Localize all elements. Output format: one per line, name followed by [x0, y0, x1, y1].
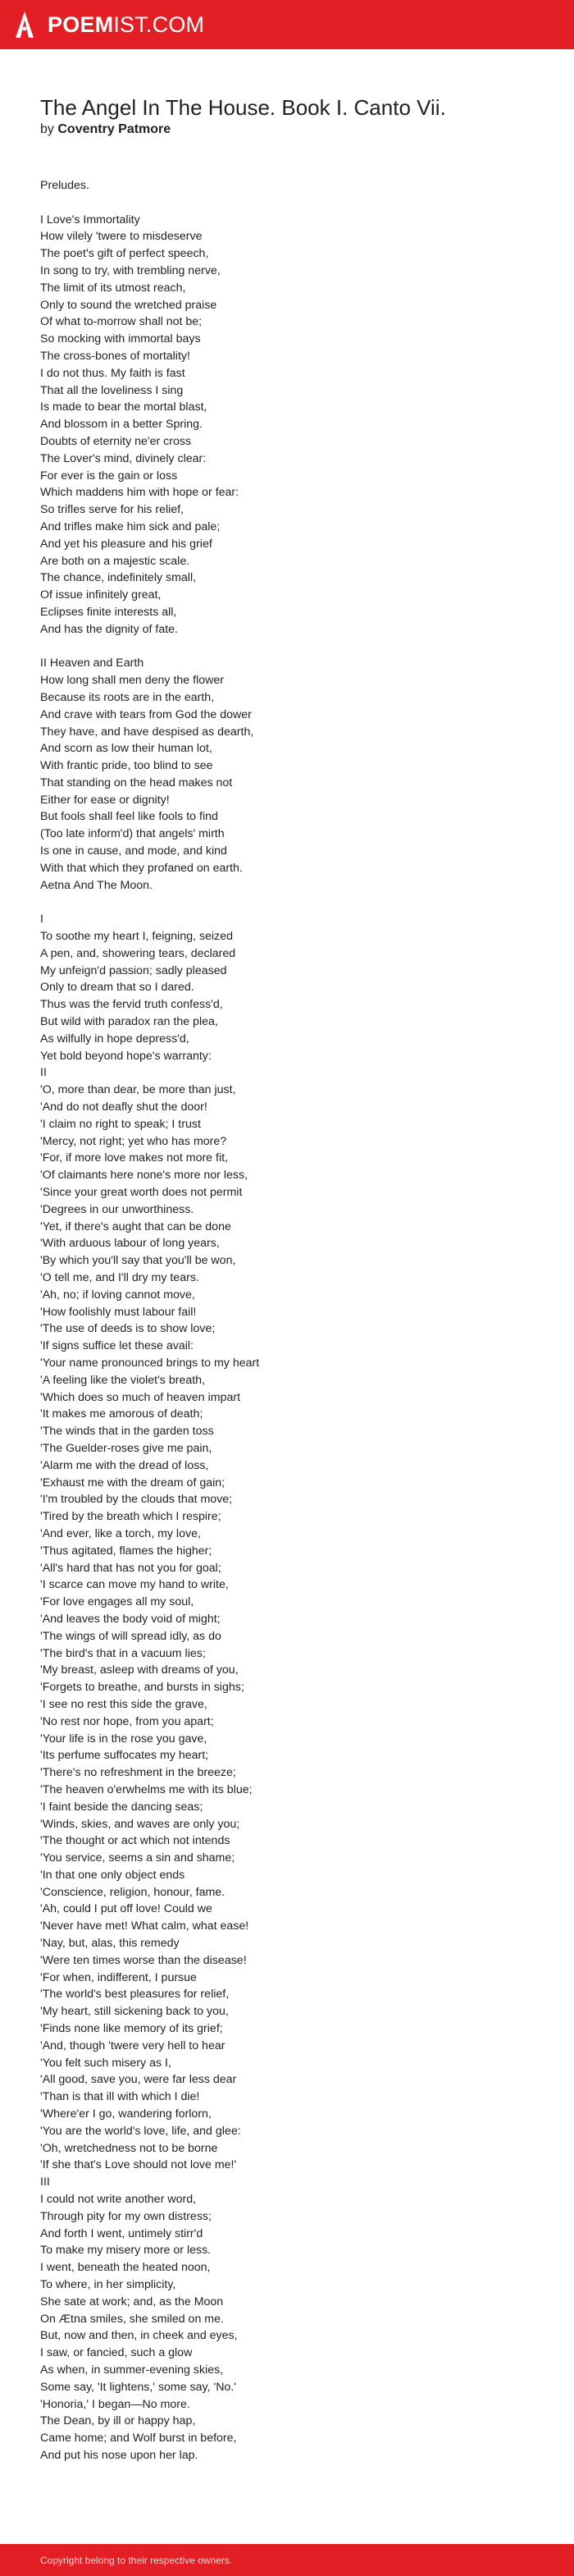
poem-line: How long shall men deny the flower	[40, 674, 224, 688]
poem-line: 'There's no refreshment in the breeze;	[40, 1766, 236, 1780]
poem-line: 'And, though 'twere very hell to hear	[40, 2038, 226, 2052]
poem-line: 'The bird's that in a vacuum lies;	[40, 1646, 206, 1660]
poem-line: The limit of its utmost reach,	[40, 281, 186, 295]
poem-line: 'Which does so much of heaven impart	[40, 1390, 241, 1404]
poem-line: 'I'm troubled by the clouds that move;	[40, 1493, 233, 1507]
poem-line: To where, in her simplicity,	[40, 2278, 176, 2292]
poem-line: With frantic pride, too blind to see	[40, 759, 213, 773]
poem-line: To soothe my heart I, feigning, seized	[40, 930, 234, 944]
poem-line: 'O, more than dear, be more than just,	[40, 1083, 236, 1097]
poem-line: III	[40, 2176, 50, 2189]
poem-line: The cross-bones of mortality!	[40, 349, 190, 363]
poem-line: Is made to bear the mortal blast,	[40, 400, 207, 414]
poem-line: 'Yet, if there's aught that can be done	[40, 1219, 231, 1233]
poem-line: I Love's Immortality	[40, 213, 140, 226]
pen-nib-icon	[15, 11, 34, 39]
poem-line: 'Oh, wretchedness not to be borne	[40, 2141, 218, 2155]
stanza	[40, 177, 549, 194]
poem-line: 'Than is that ill with which I die!	[40, 2090, 200, 2104]
poem-line: Either for ease or dignity!	[40, 793, 170, 807]
poem-line: 'Winds, skies, and waves are only you;	[40, 1817, 240, 1831]
poem-body	[40, 177, 549, 2464]
poem-line: 'Were ten times worse than the disease!	[40, 1953, 247, 1967]
poem-line: So trifles serve for his relief,	[40, 503, 184, 517]
poem-line: That all the loveliness I sing	[40, 383, 184, 397]
poem-line: Only to dream that so I dared.	[40, 981, 194, 995]
poem-line: She sate at work; and, as the Moon	[40, 2295, 224, 2308]
poem-line: 'Never have met! What calm, what ease!	[40, 1919, 249, 1933]
poem-line: 'Alarm me with the dread of loss,	[40, 1458, 209, 1472]
poem-line: 'How foolishly must labour fail!	[40, 1305, 197, 1319]
logo-bold-part: POEM	[48, 12, 114, 37]
poem-line: That standing on the head makes not	[40, 776, 233, 789]
poem-line: 'The wings of will spread idly, as do	[40, 1629, 221, 1643]
poem-line: 'O tell me, and I'll dry my tears.	[40, 1271, 199, 1284]
poem-line: 'Tired by the breath which I respire;	[40, 1510, 221, 1524]
poem-line: My unfeign'd passion; sadly pleased	[40, 963, 227, 977]
poem-line: Yet bold beyond hope's warranty:	[40, 1049, 212, 1063]
poem-line: Because its roots are in the earth,	[40, 690, 215, 704]
poem-line: 'You are the world's love, life, and glee:	[40, 2124, 241, 2138]
poem-line: But, now and then, in cheek and eyes,	[40, 2329, 238, 2343]
poem-line: 'And ever, like a torch, my love,	[40, 1526, 201, 1540]
poem-line: 'The heaven o'erwhelms me with its blue;	[40, 1782, 253, 1796]
poem-line: The Lover's mind, divinely clear:	[40, 451, 207, 465]
poem-line: 'Forgets to breathe, and bursts in sighs;	[40, 1681, 244, 1695]
poem-line: I	[40, 913, 43, 927]
poem-line: 'Ah, no; if loving cannot move,	[40, 1288, 195, 1302]
by-label: by	[40, 122, 54, 136]
poem-line: 'If signs suffice let these avail:	[40, 1339, 194, 1353]
poem-line: Are both on a majestic scale.	[40, 554, 190, 568]
poem-line: And blossom in a better Spring.	[40, 418, 203, 432]
poem-line: 'In that one only object ends	[40, 1868, 185, 1882]
poem-line: But wild with paradox ran the plea,	[40, 1015, 218, 1029]
poem-line: But fools shall feel like fools to find	[40, 810, 218, 824]
poem-line: The Dean, by ill or happy hap,	[40, 2414, 196, 2428]
poem-line: On Ætna smiles, she smiled on me.	[40, 2312, 224, 2326]
poem-line: 'Your name pronounced brings to my heart	[40, 1356, 260, 1370]
poem-line: I went, beneath the heated noon,	[40, 2261, 211, 2275]
poem-line: Is one in cause, and mode, and kind	[40, 844, 227, 858]
poem-line: Some say, 'It lightens,' some say, 'No.'	[40, 2380, 236, 2394]
poem-line: (Too late inform'd) that angels' mirth	[40, 827, 225, 841]
poem-line: And put his nose upon her lap.	[40, 2448, 198, 2462]
poem-line: Of what to-morrow shall not be;	[40, 315, 203, 329]
author-link[interactable]: Coventry Patmore	[57, 122, 171, 136]
poem-line: Came home; and Wolf burst in before,	[40, 2432, 237, 2446]
poem-line: 'And leaves the body void of might;	[40, 1612, 221, 1626]
poem-line: So mocking with immortal bays	[40, 332, 201, 346]
poem-line: Thus was the fervid truth confess'd,	[40, 998, 223, 1012]
stanza	[40, 911, 549, 2464]
poem-line: 'Nay, but, alas, this remedy	[40, 1937, 180, 1951]
poem-line: Through pity for my own distress;	[40, 2209, 212, 2223]
poem-byline	[40, 121, 171, 138]
poem-line: 'Of claimants here none's more nor less,	[40, 1169, 248, 1183]
poem-line: 'I see no rest this side the grave,	[40, 1697, 207, 1711]
poem-line: For ever is the gain or loss	[40, 469, 178, 483]
poem-line: 'For when, indifferent, I pursue	[40, 1970, 197, 1984]
poem-line: As when, in summer-evening skies,	[40, 2363, 224, 2377]
poem-line: 'The world's best pleasures for relief,	[40, 1988, 230, 2002]
poem-line: 'Conscience, religion, honour, fame.	[40, 1885, 226, 1899]
poem-line: 'I claim no right to speak; I trust	[40, 1117, 201, 1131]
poem-line: 'All good, save you, were far less dear	[40, 2073, 237, 2087]
poem-line: I saw, or fancied, such a glow	[40, 2346, 193, 2360]
poem-line: 'Your life is in the rose you gave,	[40, 1732, 207, 1746]
poem-line: 'My heart, still sickening back to you,	[40, 2005, 229, 2019]
poem-line: 'And do not deafly shut the door!	[40, 1100, 207, 1114]
poem-line: 'The thought or act which not intends	[40, 1834, 230, 1848]
poem-line: 'Mercy, not right; yet who has more?	[40, 1134, 227, 1148]
poem-line: 'You service, seems a sin and shame;	[40, 1851, 235, 1865]
stanza	[40, 212, 549, 638]
poem-line: 'The use of deeds is to show love;	[40, 1322, 216, 1336]
poem-line: Only to sound the wretched praise	[40, 298, 217, 312]
poem-line: Eclipses finite interests all,	[40, 605, 177, 619]
poem-line: And forth I went, untimely stirr'd	[40, 2226, 203, 2240]
logo-light-part: IST.COM	[113, 12, 205, 37]
poem-line: II Heaven and Earth	[40, 657, 144, 670]
poem-line: And trifles make him sick and pale;	[40, 519, 221, 533]
poem-line: Of issue infinitely great,	[40, 588, 162, 602]
poem-line: They have, and have despised as dearth,	[40, 725, 254, 739]
poem-line: 'With arduous labour of long years,	[40, 1237, 220, 1251]
poem-line: Doubts of eternity ne'er cross	[40, 434, 192, 448]
poem-line: 'Since your great worth does not permit	[40, 1186, 243, 1200]
poem-line: 'All's hard that has not you for goal;	[40, 1561, 221, 1575]
poem-line: With that which they profaned on earth.	[40, 861, 243, 875]
poem-line: 'Thus agitated, flames the higher;	[40, 1544, 212, 1558]
poem-line: 'You felt such misery as I,	[40, 2056, 171, 2070]
stanza	[40, 655, 549, 894]
poem-line: 'Its perfume suffocates my heart;	[40, 1749, 209, 1763]
poem-line: 'Where'er I go, wandering forlorn,	[40, 2107, 212, 2121]
poem-line: Which maddens him with hope or fear:	[40, 486, 239, 500]
poem-line: How vilely 'twere to misdeserve	[40, 230, 203, 244]
poem-line: 'No rest nor hope, from you apart;	[40, 1714, 214, 1728]
poem-line: 'A feeling like the violet's breath,	[40, 1373, 206, 1387]
poem-line: 'I faint beside the dancing seas;	[40, 1800, 203, 1814]
site-footer	[0, 2544, 574, 2576]
poem-line: Preludes.	[40, 179, 89, 192]
poem-line: 'The Guelder-roses give me pain,	[40, 1441, 212, 1455]
poem-line: 'For love engages all my soul,	[40, 1595, 194, 1609]
poem-line: And has the dignity of fate.	[40, 622, 178, 636]
poem-line: 'Ah, could I put off love! Could we	[40, 1902, 212, 1916]
poem-line: And scorn as low their human lot,	[40, 742, 212, 756]
poem-line: And crave with tears from God the dower	[40, 707, 252, 721]
poem-line: To make my misery more or less.	[40, 2244, 212, 2258]
poem-line: 'By which you'll say that you'll be won,	[40, 1254, 236, 1268]
poem-line: II	[40, 1066, 47, 1080]
poem-title: The Angel In The House. Book I. Canto Vii.	[40, 95, 446, 120]
poem-line: The chance, indefinitely small,	[40, 571, 197, 585]
poem-line: 'If she that's Love should not love me!'	[40, 2158, 237, 2172]
poem-line: 'For, if more love makes not more fit,	[40, 1151, 228, 1165]
poem-line: Aetna And The Moon.	[40, 878, 153, 892]
poem-line: 'Exhaust me with the dream of gain;	[40, 1476, 226, 1489]
poem-line: 'Degrees in our unworthiness.	[40, 1202, 194, 1216]
stanza-gap	[40, 194, 549, 212]
poem-line: I could not write another word,	[40, 2193, 197, 2207]
poem-line: 'My breast, asleep with dreams of you,	[40, 1663, 239, 1677]
stanza-gap	[40, 894, 549, 911]
poem-line: A pen, and, showering tears, declared	[40, 946, 236, 960]
poem-line: 'It makes me amorous of death;	[40, 1407, 203, 1421]
poem-line: 'I scarce can move my hand to write,	[40, 1578, 229, 1592]
poem-line: And yet his pleasure and his grief	[40, 537, 212, 551]
site-header	[0, 0, 574, 49]
poem-line: As wilfully in hope depress'd,	[40, 1032, 189, 1045]
poem-line: In song to try, with trembling nerve,	[40, 263, 221, 277]
poem-line: The poet's gift of perfect speech,	[40, 247, 209, 261]
copyright-text: Copyright belong to their respective owners.	[40, 2555, 233, 2566]
poem-line: 'The winds that in the garden toss	[40, 1425, 214, 1439]
poem-line: 'Honoria,' I began—No more.	[40, 2397, 190, 2411]
stanza-gap	[40, 638, 549, 656]
site-logo	[48, 11, 204, 38]
poem-line: 'Finds none like memory of its grief;	[40, 2022, 223, 2036]
poem-line: I do not thus. My faith is fast	[40, 366, 185, 380]
